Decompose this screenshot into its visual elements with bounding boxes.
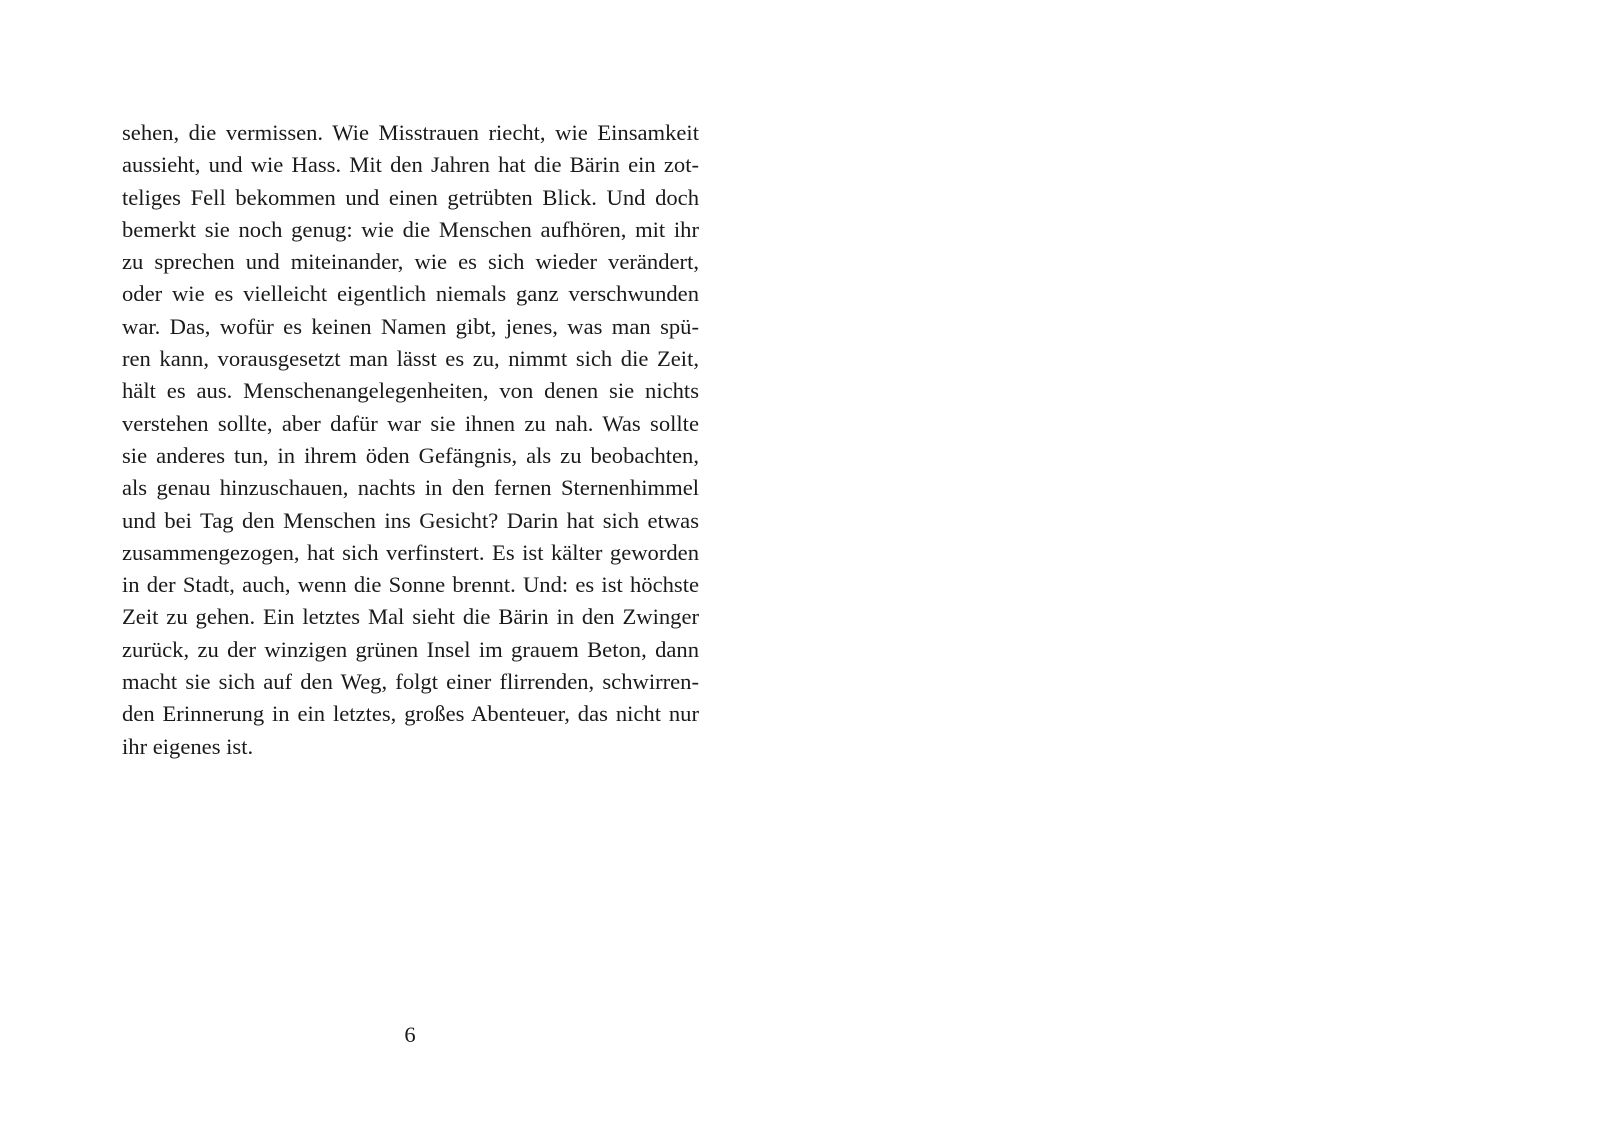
text-line: zurück, zu der winzigen grünen Insel im grauem Beton, dann [122, 636, 699, 662]
text-line: als genau hinzuschauen, nachts in den fernen Sternenhimmel [122, 475, 699, 501]
text-line: oder wie es vielleicht eigentlich niemals ganz verschwunden [122, 281, 699, 307]
text-line: aussieht, und wie Hass. Mit den Jahren hat die Bärin ein zot- [122, 152, 699, 178]
text-line: sehen, die vermissen. Wie Misstrauen riecht, wie Einsamkeit [122, 120, 699, 145]
page-number: 6 [404, 1022, 416, 1047]
text-line: bemerkt sie noch genug: wie die Menschen aufhören, mit ihr [122, 216, 699, 242]
text-line: hält es aus. Menschenangelegenheiten, von denen sie nichts [122, 378, 699, 404]
body-text [122, 117, 699, 763]
text-line: ren kann, vorausgesetzt man lässt es zu, nimmt sich die Zeit, [122, 346, 699, 372]
text-line: sie anderes tun, in ihrem öden Gefängnis, als zu beobachten, [122, 442, 699, 468]
text-line: teliges Fell bekommen und einen getrübten Blick. Und doch [122, 184, 699, 210]
text-line: verstehen sollte, aber dafür war sie ihnen zu nah. Was sollte [122, 410, 699, 436]
text-line: war. Das, wofür es keinen Namen gibt, jenes, was man spü- [122, 313, 699, 339]
text-line-last: ihr eigenes ist. [122, 733, 254, 759]
text-line: zu sprechen und miteinander, wie es sich wieder verändert, [122, 249, 699, 275]
text-line: zusammengezogen, hat sich verfinstert. Es ist kälter geworden [122, 539, 699, 565]
text-line: macht sie sich auf den Weg, folgt einer flirrenden, schwirren- [122, 669, 699, 695]
text-line: in der Stadt, auch, wenn die Sonne brennt. Und: es ist höchste [122, 572, 699, 598]
text-line: Zeit zu gehen. Ein letztes Mal sieht die Bärin in den Zwinger [122, 604, 699, 630]
text-line: den Erinnerung in ein letztes, großes Abenteuer, das nicht nur [122, 701, 699, 727]
text-line: und bei Tag den Menschen ins Gesicht? Darin hat sich etwas [122, 507, 699, 533]
